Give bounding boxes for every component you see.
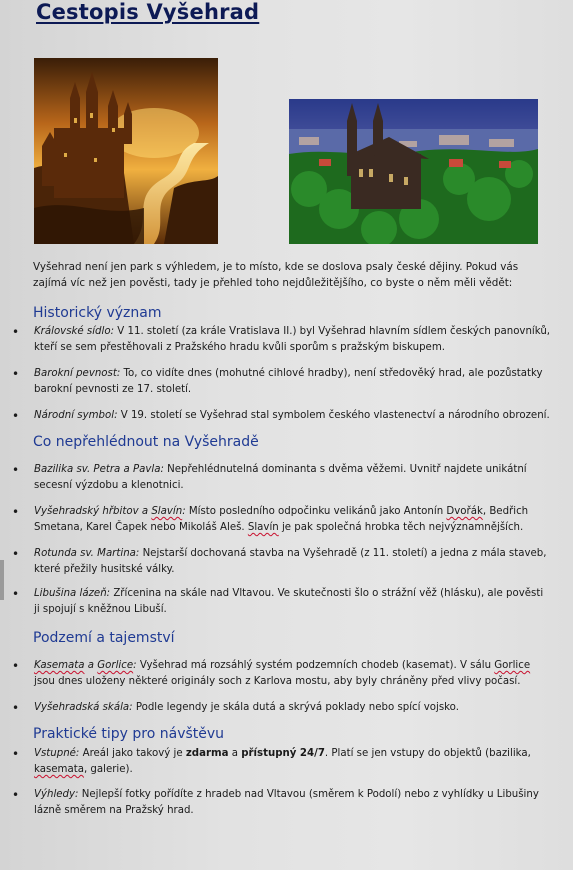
item-term: Vyšehradská skála: (34, 702, 133, 713)
item-text: , galerie). (83, 764, 133, 775)
item-term: Výhledy: (34, 789, 79, 800)
section-heading-underground: Podzemí a tajemství (33, 630, 175, 646)
page-edge-marker (0, 560, 4, 600)
bullet: • (12, 463, 20, 477)
item-term: Vstupné: (34, 748, 80, 759)
bullet: • (12, 587, 20, 601)
item-term: Libušina lázeň: (34, 588, 111, 599)
bullet: • (12, 325, 20, 339)
item-text: Podle legendy je skála dutá a skrývá poklady nebo spící vojsko. (132, 702, 459, 713)
item-text-bold: zdarma (185, 748, 229, 759)
item-text: Nepřehlédnutelná dominanta s dvěma věžemi. Uvnitř najdete unikátní secesní výzdobu a klenotnici. (34, 464, 527, 491)
basilica-aerial-image (289, 99, 538, 244)
item-text: . Platí se jen vstupy do objektů (bazilika, (324, 748, 531, 759)
item-text: Nejstarší dochovaná stavba na Vyšehradě (z 11. století) a jedna z mála staveb, které přežily husitské války. (34, 548, 547, 575)
bullet: • (12, 747, 20, 761)
item-term-spellcheck: Slavín (151, 506, 183, 517)
item-text: Místo posledního odpočinku velikánů jako Antonín (185, 506, 447, 517)
document-title: Cestopis Vyšehrad (36, 0, 260, 24)
section-heading-must-see: Co nepřehlédnout na Vyšehradě (33, 434, 259, 450)
bullet: • (12, 701, 20, 715)
item-term: Vyšehradský hřbitov a (34, 506, 152, 517)
item-text: V 11. století (za krále Vratislava II.) byl Vyšehrad hlavním sídlem českých panovníků, kteří se sem přestěhovali z Pražského hradu kvůli sporům s pražským biskupem. (34, 326, 551, 353)
item-text: Areál jako takový je (79, 748, 186, 759)
item-term: Královské sídlo: (34, 326, 115, 337)
item-text: Nejlepší fotky pořídíte z hradeb nad Vltavou (směrem k Podolí) nebo z vyhlídky u Libušiny lázně směrem na Pražský hrad. (34, 789, 539, 816)
item-text: To, co vidíte dnes (mohutné cihlové hradby), není středověký hrad, ale pozůstatky barokní pevnosti ze 17. století. (34, 368, 543, 395)
section-heading-history: Historický význam (33, 305, 162, 321)
item-text-spellcheck: Slavín (247, 522, 279, 533)
item-text: Zřícenina na skále nad Vltavou. Ve skutečnosti šlo o strážní věž (hlásku), ale pověsti ji spojují s kněžnou Libuší. (34, 588, 544, 615)
item-term: Bazilika sv. Petra a Pavla: (34, 464, 164, 475)
bullet: • (12, 788, 20, 802)
item-term: : (182, 506, 186, 517)
item-text: V 19. století se Vyšehrad stal symbolem českého vlastenectví a národního obrození. (117, 410, 550, 421)
item-text: je pak společná hrobka těch nejvýznamnějších. (278, 522, 524, 533)
item-term: Národní symbol: (34, 410, 118, 421)
item-text-spellcheck: Dvořák (446, 506, 483, 517)
castle-sunset-image (34, 58, 218, 244)
item-term: Barokní pevnost: (34, 368, 121, 379)
item-text-spellcheck: kasemata (34, 764, 84, 775)
item-text: jsou dnes uloženy některé originály soch z Karlova mostu, aby byly chráněny před vlivy počasí. (34, 676, 521, 687)
bullet: • (12, 367, 20, 381)
bullet: • (12, 505, 20, 519)
item-text-bold: přístupný 24/7 (241, 748, 325, 759)
item-text: a (228, 748, 242, 759)
item-term: : (133, 660, 137, 671)
item-text: , Bedřich Smetana, Karel Čapek nebo Mikoláš Aleš. (34, 506, 529, 533)
bullet: • (12, 409, 20, 423)
item-term-spellcheck: Kasemata (34, 660, 85, 671)
item-term: Rotunda sv. Martina: (34, 548, 140, 559)
item-term: a (84, 660, 98, 671)
bullet: • (12, 547, 20, 561)
bullet: • (12, 659, 20, 673)
item-term-spellcheck: Gorlice (97, 660, 134, 671)
intro-paragraph: Vyšehrad není jen park s výhledem, je to místo, kde se doslova psaly české dějiny. Pokud vás zajímá víc než jen pověsti, tady je přehled toho nejdůležitějšího, co byste o něm měli vědět: (33, 261, 519, 289)
item-text-spellcheck: Gorlice (494, 660, 531, 671)
item-text: Vyšehrad má rozsáhlý systém podzemních chodeb (kasemat). V sálu (136, 660, 495, 671)
section-heading-tips: Praktické tipy pro návštěvu (33, 726, 225, 742)
